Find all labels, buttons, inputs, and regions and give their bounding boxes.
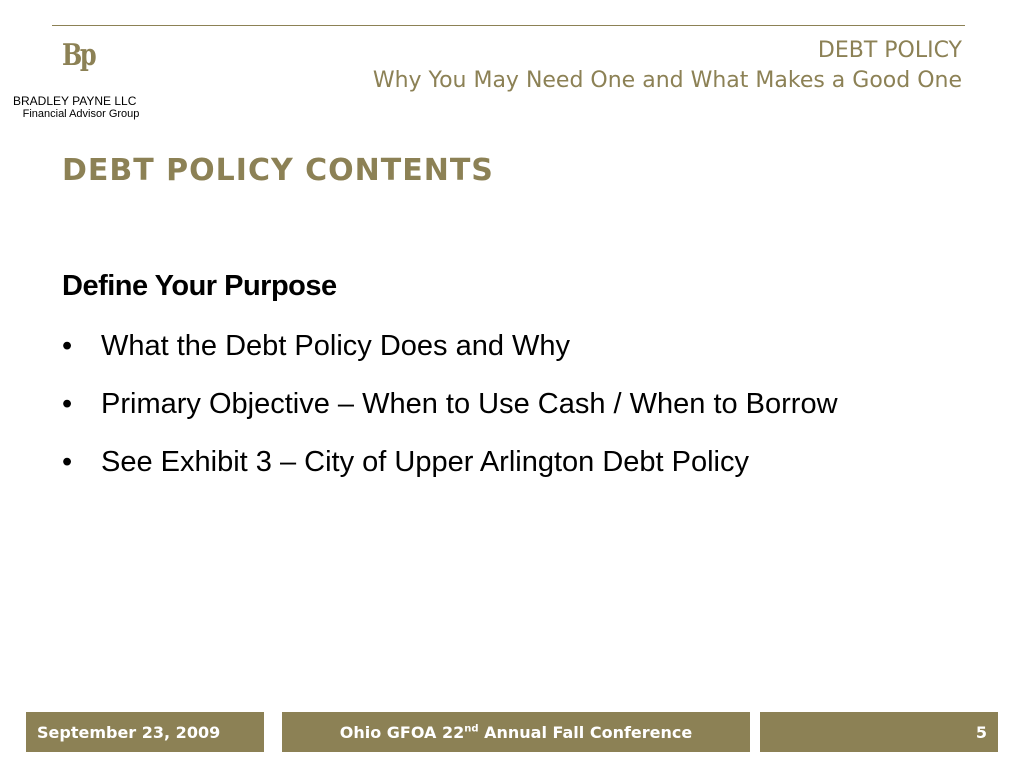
slide-heading: DEBT POLICY CONTENTS (62, 153, 494, 188)
footer-page-number (760, 712, 998, 752)
bullet-marker: • (62, 446, 73, 478)
bullet-text: Primary Objective – When to Use Cash / When to Borrow (101, 388, 838, 420)
company-subtitle: Financial Advisor Group (22, 108, 140, 120)
header-title: DEBT POLICY (817, 38, 962, 63)
bullet-marker: • (62, 388, 73, 420)
company-name: BRADLEY PAYNE LLC (13, 94, 137, 108)
header-divider (52, 25, 965, 26)
bullet-item (62, 442, 922, 482)
bullet-marker: • (62, 330, 73, 362)
conference-name: Ohio GFOA 22 (339, 722, 465, 742)
conference-ordinal: nd (464, 723, 479, 735)
footer-conference (282, 712, 750, 752)
page-number: 5 (975, 722, 987, 742)
conference-title: Annual Fall Conference (478, 722, 693, 742)
bullet-text: What the Debt Policy Does and Why (101, 330, 571, 362)
footer-date-text: September 23, 2009 (37, 722, 221, 742)
footer-conference-text (340, 723, 693, 742)
bullet-item (62, 384, 922, 424)
header-subtitle: Why You May Need One and What Makes a Good One (372, 68, 962, 93)
bullet-text: See Exhibit 3 – City of Upper Arlington Debt Policy (101, 446, 749, 478)
section-heading: Define Your Purpose (62, 270, 337, 302)
bullet-list (62, 326, 922, 500)
bullet-item (62, 326, 922, 366)
company-logo: Bp (62, 38, 95, 73)
footer-date (26, 712, 264, 752)
